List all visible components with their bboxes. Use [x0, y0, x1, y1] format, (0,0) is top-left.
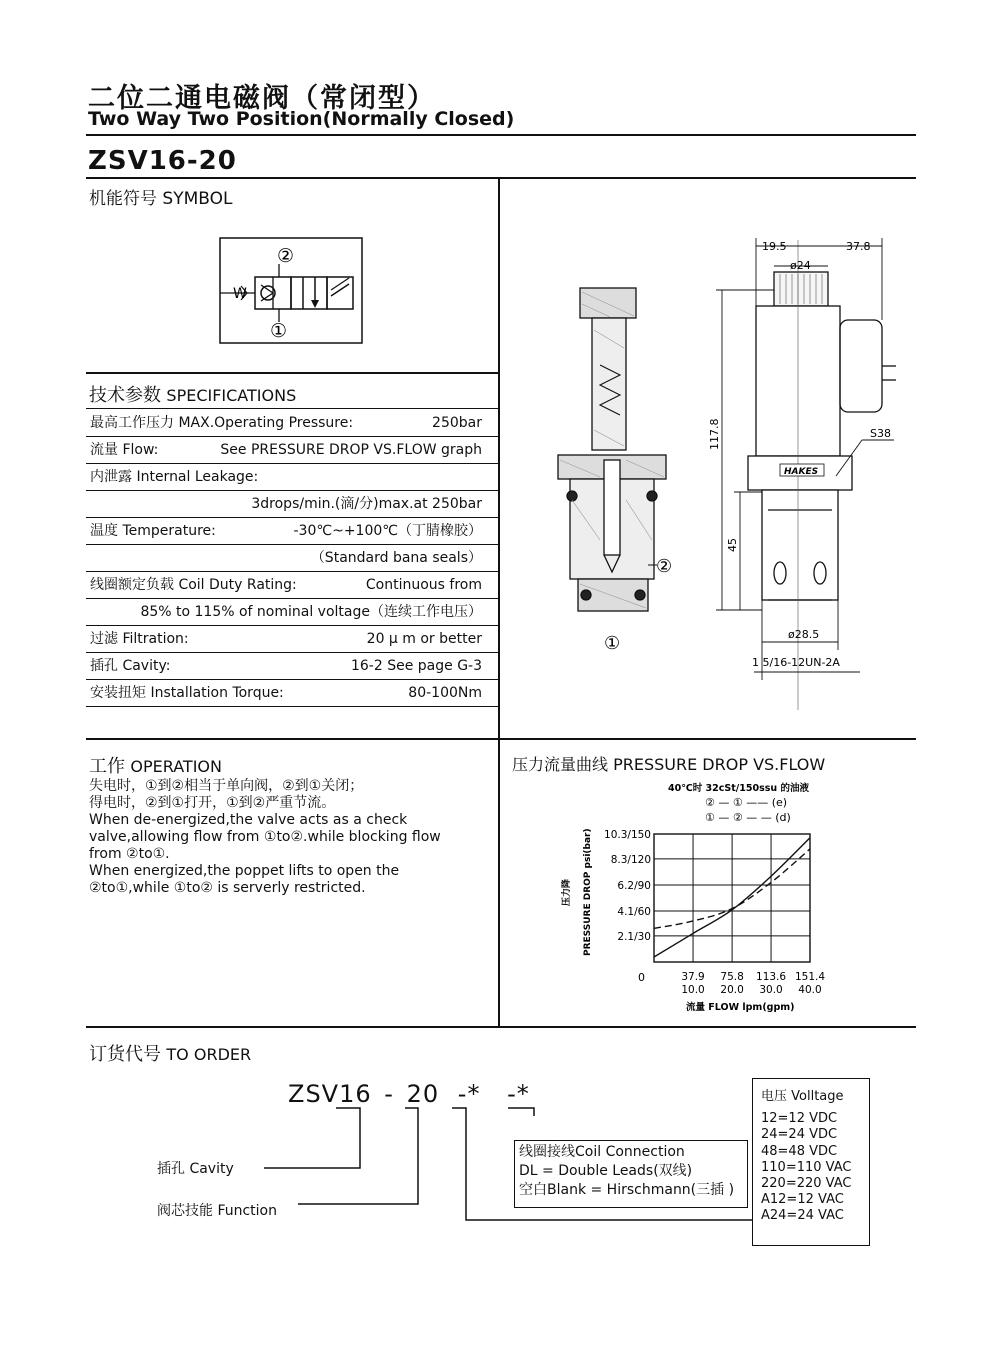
symbol-divider — [86, 372, 499, 374]
spec-value: -30℃~+100℃（丁腈橡胶） — [293, 523, 482, 539]
order-code-dash: - — [384, 1080, 394, 1108]
voltage-item: A24=24 VAC — [761, 1208, 844, 1224]
dim-s38: S38 — [870, 427, 891, 440]
spec-row — [86, 518, 498, 545]
spec-label: 线圈额定负载 Coil Duty Rating: — [90, 577, 297, 593]
voltage-item: 220=220 VAC — [761, 1176, 852, 1192]
specifications-heading-en: SPECIFICATIONS — [166, 386, 297, 405]
spec-value: 80-100Nm — [408, 685, 482, 701]
spec-value: 3drops/min.(滴/分)max.at 250bar — [251, 496, 482, 512]
operation-heading-en: OPERATION — [130, 757, 222, 776]
order-code-coil: -* — [457, 1080, 481, 1108]
spec-row — [86, 572, 498, 599]
model-number: ZSV16-20 — [88, 146, 237, 176]
spec-row — [86, 599, 498, 626]
spec-label: 内泄露 Internal Leakage: — [90, 469, 259, 485]
spec-row — [86, 653, 498, 680]
voltage-item: 12=12 VDC — [761, 1111, 838, 1127]
operation-line: ②to①,while ①to② is serverly restricted. — [89, 880, 366, 896]
spec-value: 250bar — [432, 415, 482, 431]
chart-x-tick-label: 151.4 — [794, 971, 826, 983]
specifications-heading — [89, 381, 296, 407]
order-heading — [89, 1040, 251, 1066]
symbol-port2-label: ② — [277, 245, 295, 267]
operation-heading — [89, 752, 222, 778]
voltage-title: 电压 Volltage — [761, 1089, 844, 1104]
valve-drawing — [500, 180, 914, 736]
spec-label: 温度 Temperature: — [90, 523, 216, 539]
coil-title: 线圈接线Coil Connection — [519, 1144, 685, 1160]
chart-x-tick-label: 37.9 — [681, 971, 705, 983]
spec-label: 插孔 Cavity: — [90, 658, 171, 674]
chart-ylabel-cn: 压力降 — [562, 878, 572, 906]
spec-row — [86, 680, 498, 707]
title-english: Two Way Two Position(Normally Closed) — [88, 108, 515, 130]
order-divider — [86, 1026, 916, 1028]
operation-heading-cn: 工作 — [89, 756, 125, 777]
drawing-port2-label: ② — [656, 556, 673, 577]
drawing-brand: HAKES — [784, 467, 819, 477]
voltage-item: 48=48 VDC — [761, 1143, 838, 1159]
chart-x-tick-label-gpm: 30.0 — [759, 984, 783, 996]
specifications-heading-cn: 技术参数 — [89, 385, 161, 406]
chart-y-tick-label: 4.1/60 — [617, 906, 651, 919]
voltage-item: 24=24 VDC — [761, 1127, 838, 1143]
spec-row — [86, 464, 498, 491]
symbol-w-label: W — [233, 286, 247, 302]
spec-row — [86, 626, 498, 653]
chart-x-tick-label-gpm: 20.0 — [720, 984, 744, 996]
drawing-port1-label: ① — [604, 633, 621, 654]
chart-xlabel: 流量 FLOW lpm(gpm) — [686, 1002, 795, 1013]
voltage-item: 110=110 VAC — [761, 1159, 852, 1175]
spec-row — [86, 437, 498, 464]
hydraulic-symbol — [215, 232, 370, 350]
order-code-function: 20 — [406, 1080, 440, 1108]
coil-blank: 空白Blank = Hirschmann(三插 ) — [519, 1182, 735, 1198]
spec-label: 流量 Flow: — [90, 442, 159, 458]
spec-value: 85% to 115% of nominal voltage（连续工作电压） — [140, 604, 482, 620]
chart-title: 压力流量曲线 PRESSURE DROP VS.FLOW — [512, 755, 826, 774]
spec-top-line — [86, 408, 498, 409]
model-divider — [86, 177, 916, 179]
chart-x-tick-label-gpm: 40.0 — [798, 984, 822, 996]
voltage-box — [752, 1078, 870, 1246]
dim-37-8: 37.8 — [846, 240, 871, 253]
spec-value: 20 μ m or better — [366, 631, 482, 647]
symbol-heading: 机能符号 SYMBOL — [89, 189, 233, 209]
order-function-label: 阀芯技能 Function — [157, 1203, 277, 1219]
spec-label: 最高工作压力 MAX.Operating Pressure: — [90, 415, 354, 431]
chart-y-tick-label: 6.2/90 — [617, 879, 651, 892]
chart-x-tick-label-gpm: 10.0 — [681, 984, 705, 996]
dim-diameter-28-5: ø28.5 — [788, 628, 820, 641]
middle-divider — [86, 738, 916, 740]
chart-x-tick-label: 113.6 — [756, 971, 787, 983]
spec-row — [86, 491, 498, 518]
chart-origin-label: 0 — [638, 971, 645, 984]
chart-y-tick-label: 8.3/120 — [610, 853, 651, 866]
operation-text — [89, 778, 441, 897]
spec-value: 16-2 See page G-3 — [350, 658, 482, 674]
order-cavity-label: 插孔 Cavity — [157, 1161, 234, 1177]
coil-dl: DL = Double Leads(双线) — [519, 1163, 693, 1179]
operation-line: When de-energized,the valve acts as a check — [89, 812, 408, 828]
order-heading-en: TO ORDER — [166, 1045, 252, 1064]
dim-19-5: 19.5 — [762, 240, 787, 253]
symbol-port1-label: ① — [270, 320, 288, 342]
spec-row — [86, 410, 498, 437]
spec-label: 安装扭矩 Installation Torque: — [90, 685, 284, 701]
coil-connection-box — [514, 1140, 748, 1208]
legend-entry-e: ② — ① —— (e) — [705, 796, 788, 809]
order-code-series: ZSV16 — [288, 1080, 372, 1108]
dim-45: 45 — [726, 538, 739, 552]
operation-line: from ②to①. — [89, 846, 170, 862]
operation-line: 失电时，①到②相当于单向阀，②到①关闭； — [89, 778, 364, 794]
dim-diameter-24: ø24 — [790, 259, 811, 272]
header-divider — [86, 134, 916, 136]
chart-y-tick-label: 10.3/150 — [604, 829, 651, 841]
operation-line: When energized,the poppet lifts to open the — [89, 863, 400, 879]
operation-line: 得电时，②到①打开，①到②严重节流。 — [89, 795, 336, 811]
dim-117-8: 117.8 — [708, 418, 721, 450]
legend-entry-d: ① — ② — — (d) — [705, 811, 791, 824]
order-heading-cn: 订货代号 — [89, 1044, 161, 1065]
operation-line: valve,allowing flow from ①to②.while blocking flow — [89, 829, 441, 845]
pressure-flow-chart — [500, 776, 914, 1024]
title-chinese: 二位二通电磁阀（常闭型） — [88, 83, 436, 114]
order-code-voltage: -* — [507, 1080, 530, 1108]
chart-ylabel: PRESSURE DROP psi(bar) — [583, 828, 593, 956]
chart-y-tick-label: 2.1/30 — [617, 930, 651, 943]
spec-value: （Standard bana seals） — [310, 550, 482, 566]
voltage-item: A12=12 VAC — [761, 1192, 844, 1208]
spec-row — [86, 545, 498, 572]
spec-value: See PRESSURE DROP VS.FLOW graph — [220, 442, 482, 458]
chart-subtitle: 40℃时 32cSt/150ssu 的油液 — [668, 783, 809, 794]
dim-thread: 1 5/16-12UN-2A — [752, 656, 840, 669]
spec-value: Continuous from — [365, 577, 482, 593]
chart-x-tick-label: 75.8 — [720, 971, 744, 983]
spec-label: 过滤 Filtration: — [90, 631, 189, 647]
